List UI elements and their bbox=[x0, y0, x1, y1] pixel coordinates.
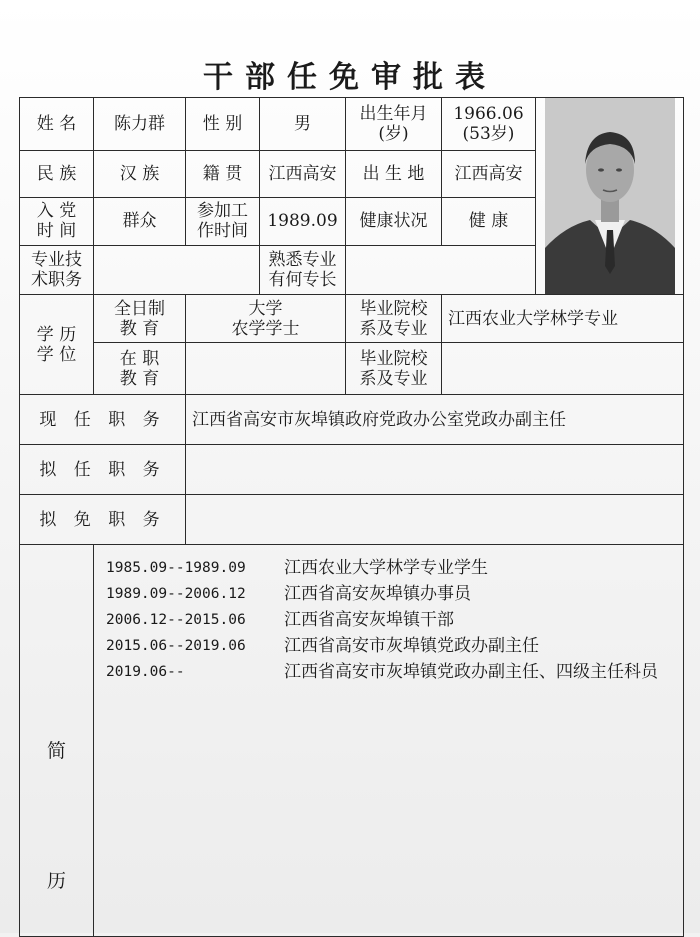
value-gender: 男 bbox=[260, 98, 346, 151]
label-birth: 出生年月 (岁) bbox=[346, 98, 442, 151]
label-school-inservice: 毕业院校 系及专业 bbox=[346, 343, 442, 395]
approval-form-table bbox=[19, 97, 684, 937]
resume-entry bbox=[106, 659, 683, 685]
value-proposed-post bbox=[186, 445, 684, 495]
resume-list bbox=[94, 545, 683, 685]
label-current-post: 现 任 职 务 bbox=[20, 395, 186, 445]
label-specialty: 熟悉专业 有何专长 bbox=[260, 246, 346, 295]
resume-entry bbox=[106, 607, 683, 633]
value-birth-place: 江西高安 bbox=[442, 150, 536, 197]
value-work-start: 1989.09 bbox=[260, 197, 346, 246]
value-ethnicity: 汉 族 bbox=[94, 150, 186, 197]
label-proposed-post: 拟 任 职 务 bbox=[20, 445, 186, 495]
photo-cell bbox=[536, 98, 684, 295]
label-party-join: 入 党 时 间 bbox=[20, 197, 94, 246]
resume-entry bbox=[106, 633, 683, 659]
portrait-photo bbox=[545, 98, 675, 294]
label-education: 学 历 学 位 bbox=[20, 295, 94, 395]
value-name: 陈力群 bbox=[94, 98, 186, 151]
resume-entry bbox=[106, 555, 683, 581]
resume-description: 江西省高安灰埠镇办事员 bbox=[284, 584, 471, 604]
label-birth-place: 出 生 地 bbox=[346, 150, 442, 197]
resume-period: 1985.09--1989.09 bbox=[106, 560, 246, 576]
label-fulltime: 全日制 教 育 bbox=[94, 295, 186, 343]
label-gender: 性 别 bbox=[186, 98, 260, 151]
value-health: 健 康 bbox=[442, 197, 536, 246]
value-party-join: 群众 bbox=[94, 197, 186, 246]
value-school-inservice bbox=[442, 343, 684, 395]
label-health: 健康状况 bbox=[346, 197, 442, 246]
label-ethnicity: 民 族 bbox=[20, 150, 94, 197]
resume-description: 江西农业大学林学专业学生 bbox=[284, 558, 488, 578]
label-school-fulltime: 毕业院校 系及专业 bbox=[346, 295, 442, 343]
resume-period: 2015.06--2019.06 bbox=[106, 638, 246, 654]
value-tech-title bbox=[94, 246, 260, 295]
label-tech-title: 专业技 术职务 bbox=[20, 246, 94, 295]
value-school-fulltime: 江西农业大学林学专业 bbox=[442, 295, 684, 343]
label-work-start: 参加工 作时间 bbox=[186, 197, 260, 246]
resume-entry bbox=[106, 581, 683, 607]
value-specialty bbox=[346, 246, 536, 295]
value-current-post: 江西省高安市灰埠镇政府党政办公室党政办副主任 bbox=[186, 395, 684, 445]
label-name: 姓 名 bbox=[20, 98, 94, 151]
value-fulltime-degree: 大学 农学学士 bbox=[186, 295, 346, 343]
label-inservice: 在 职 教 育 bbox=[94, 343, 186, 395]
resume-content bbox=[94, 545, 684, 937]
value-birth: 1966.06 (53岁) bbox=[442, 98, 536, 151]
label-proposed-removal: 拟 免 职 务 bbox=[20, 495, 186, 545]
value-native-place: 江西高安 bbox=[260, 150, 346, 197]
resume-description: 江西省高安市灰埠镇党政办副主任 bbox=[284, 636, 539, 656]
value-inservice-degree bbox=[186, 343, 346, 395]
resume-period: 2006.12--2015.06 bbox=[106, 612, 246, 628]
value-proposed-removal bbox=[186, 495, 684, 545]
resume-period: 1989.09--2006.12 bbox=[106, 586, 246, 602]
resume-description: 江西省高安市灰埠镇党政办副主任、四级主任科员 bbox=[284, 662, 658, 682]
resume-period: 2019.06-- bbox=[106, 664, 185, 680]
form-title: 干部任免审批表 bbox=[203, 60, 497, 95]
label-native-place: 籍 贯 bbox=[186, 150, 260, 197]
label-resume: 简 历 bbox=[20, 545, 94, 937]
resume-description: 江西省高安灰埠镇干部 bbox=[284, 610, 454, 630]
